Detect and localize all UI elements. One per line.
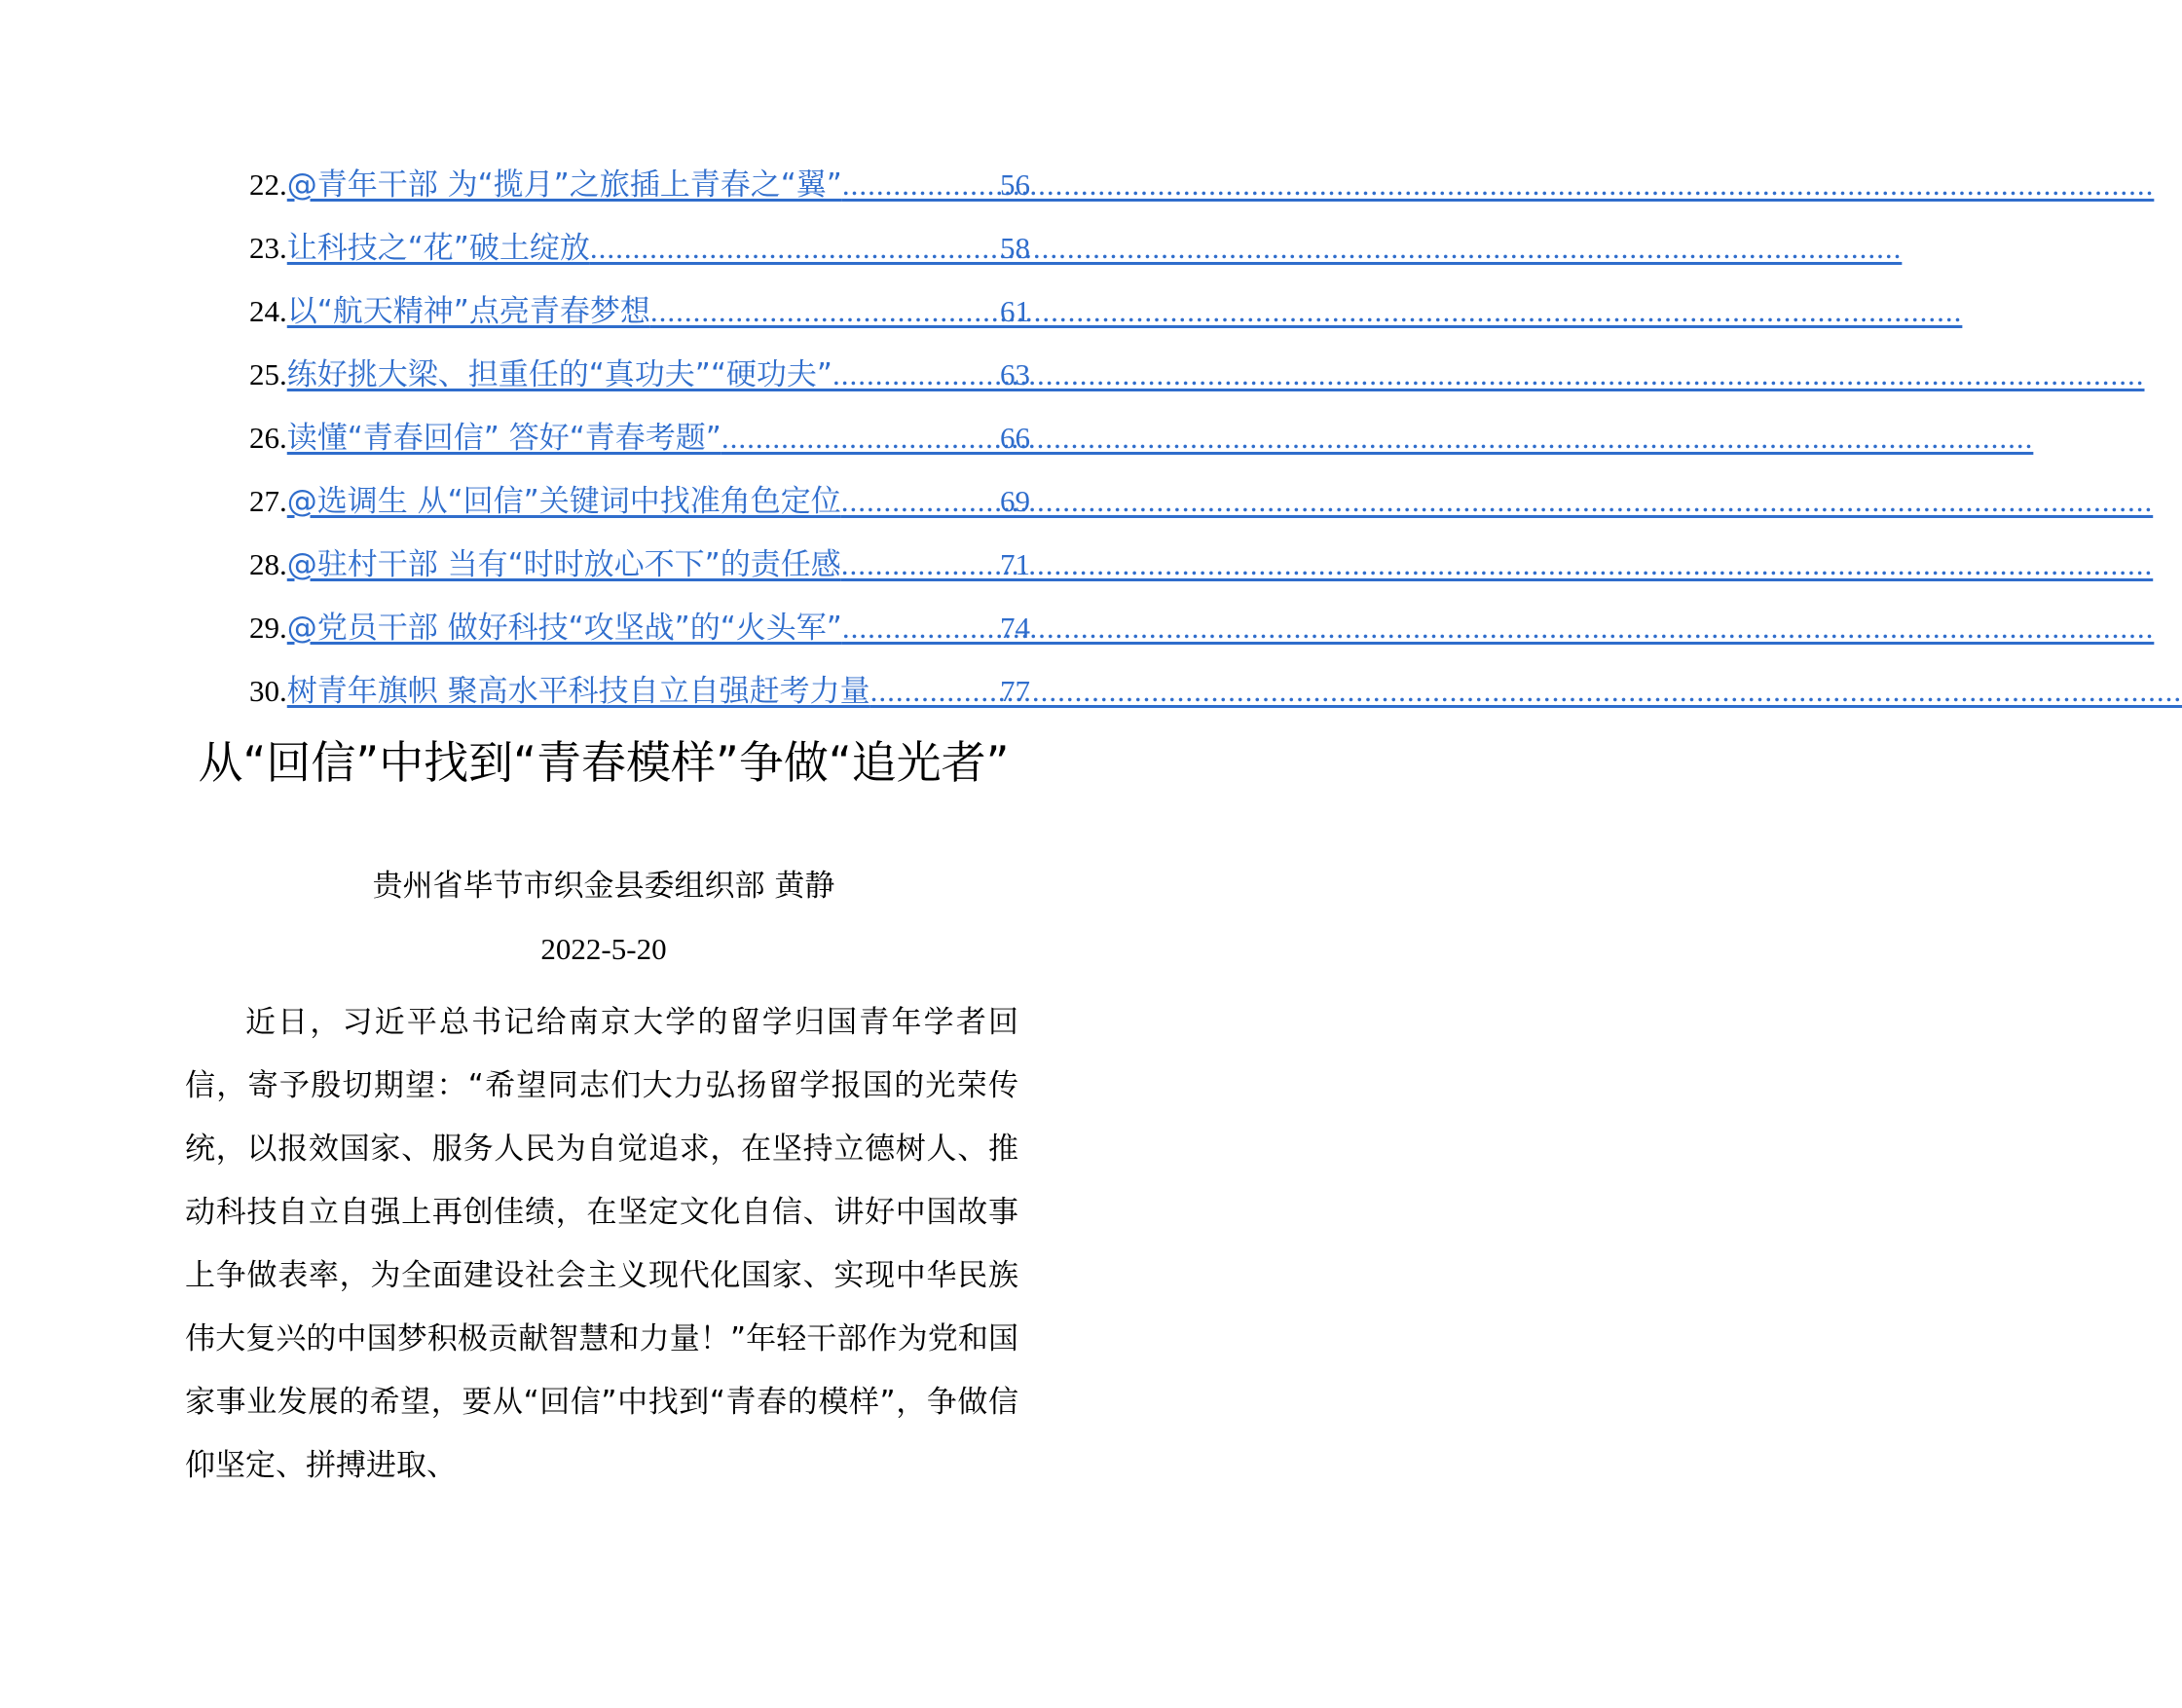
toc-entry-page[interactable]: 61 — [1000, 294, 1030, 328]
toc-entry[interactable] — [249, 609, 1030, 672]
toc-entry-page[interactable]: 56 — [1000, 167, 1030, 202]
toc-entry-page[interactable]: 71 — [1000, 547, 1030, 581]
toc-entry-page[interactable]: 69 — [1000, 484, 1030, 518]
toc-entry-number: 28. — [249, 547, 287, 581]
toc-entry[interactable] — [249, 419, 1030, 482]
toc-entry-number: 23. — [249, 231, 287, 265]
toc-entry-number: 26. — [249, 421, 287, 455]
toc-entry-number: 22. — [249, 167, 287, 202]
toc-entry-link[interactable]: 树青年旗帜 聚高水平科技自立自强赶考力量 — [286, 674, 870, 709]
toc-leader-dots — [650, 292, 1000, 331]
article-title: 从“回信”中找到“青春模样”争做“追光者” — [198, 736, 1010, 789]
article-author: 贵州省毕节市织金县委组织部 黄静 — [372, 869, 835, 904]
toc-entry[interactable] — [249, 355, 1030, 419]
toc-entry-page[interactable]: 66 — [1000, 421, 1030, 455]
toc-entry-link[interactable]: 读懂“青春回信” 答好“青春考题” — [286, 421, 721, 456]
toc-leader-dots — [842, 609, 1000, 648]
toc-entry[interactable] — [249, 166, 1030, 229]
article-date: 2022-5-20 — [540, 932, 667, 966]
toc-leader-dots — [590, 229, 1000, 268]
toc-leader-dots — [842, 166, 1000, 204]
toc-entry-number: 25. — [249, 357, 287, 391]
toc-entry-page[interactable]: 63 — [1000, 357, 1030, 391]
toc-entry-link[interactable]: 练好挑大梁、担重任的“真功夫”“硬功夫” — [286, 357, 832, 392]
toc-entry-page[interactable]: 74 — [1000, 611, 1030, 645]
table-of-contents — [249, 166, 1030, 735]
toc-entry[interactable] — [249, 292, 1030, 355]
toc-entry-number: 24. — [249, 294, 287, 328]
toc-entry-page[interactable]: 58 — [1000, 231, 1030, 265]
toc-entry-link[interactable]: @青年干部 为“揽月”之旅插上青春之“翼” — [286, 167, 842, 203]
toc-entry[interactable] — [249, 672, 1030, 735]
toc-leader-dots — [832, 355, 1000, 394]
toc-entry[interactable] — [249, 545, 1030, 609]
toc-entry-page[interactable]: 77 — [1000, 674, 1030, 708]
toc-entry-number: 29. — [249, 611, 287, 645]
toc-leader-dots — [870, 672, 1000, 711]
toc-entry[interactable] — [249, 229, 1030, 292]
toc-entry-link[interactable]: 以“航天精神”点亮青春梦想 — [286, 294, 650, 329]
toc-entry[interactable] — [249, 482, 1030, 545]
toc-leader-dots — [841, 482, 1000, 521]
toc-entry-link[interactable]: @驻村干部 当有“时时放心不下”的责任感 — [286, 547, 841, 582]
toc-entry-number: 27. — [249, 484, 287, 518]
article-body: 近日，习近平总书记给南京大学的留学归国青年学者回信，寄予殷切期望：“希望同志们大力弘扬留学报国的光荣传统，以报效国家、服务人民为自觉追求，在坚持立德树人、推动科技自立自强上再创佳绩，在坚定文化自信、讲好中国故事上争做表率，为全面建设社会主义现代化国家、实现中华民族伟大复兴的中国梦积极贡献智慧和力量！”年轻干部作为党和国家事业发展的希望，要从“回信”中找到“青春的模样”，争做信仰坚定、拼搏进取、 — [185, 1005, 1018, 1483]
toc-entry-number: 30. — [249, 674, 287, 708]
toc-leader-dots — [721, 419, 1000, 458]
toc-leader-dots — [841, 545, 1000, 584]
toc-entry-link[interactable]: @党员干部 做好科技“攻坚战”的“火头军” — [286, 611, 842, 646]
toc-entry-link[interactable]: @选调生 从“回信”关键词中找准角色定位 — [286, 484, 841, 519]
toc-entry-link[interactable]: 让科技之“花”破土绽放 — [286, 231, 590, 266]
